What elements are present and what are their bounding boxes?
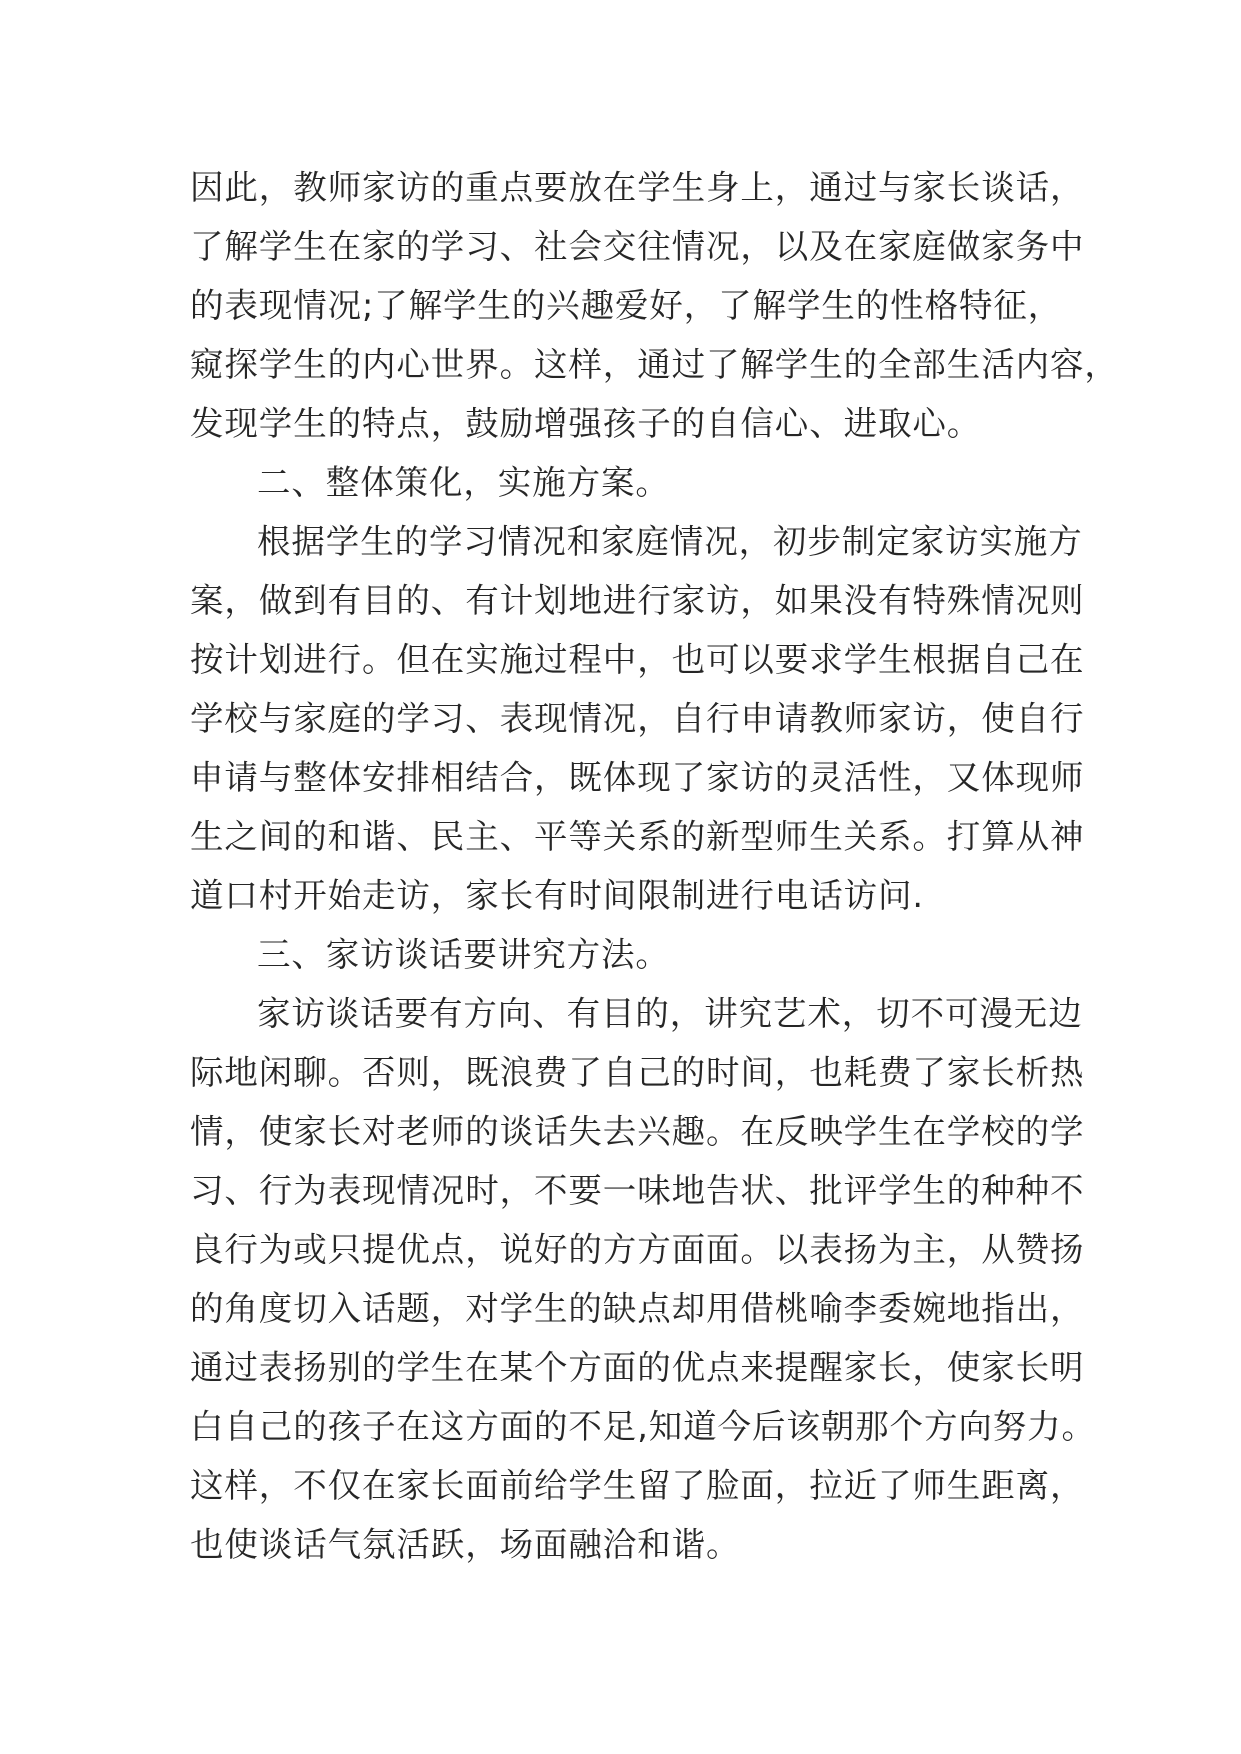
text-line: 申请与整体安排相结合，既体现了家访的灵活性，又体现师 [190, 758, 1085, 797]
text-line: 情，使家长对老师的谈话失去兴趣。在反映学生在学校的学 [190, 1112, 1085, 1151]
text-line: 家访谈话要有方向、有目的，讲究艺术，切不可漫无边 [257, 994, 1083, 1033]
text-line: 案，做到有目的、有计划地进行家访，如果没有特殊情况则 [190, 581, 1085, 620]
text-line: 因此，教师家访的重点要放在学生身上，通过与家长谈话， [190, 168, 1085, 207]
text-line: 道口村开始走访，家长有时间限制进行电话访问. [190, 876, 924, 915]
text-line: 白自己的孩子在这方面的不足,知道今后该朝那个方向努力。 [190, 1407, 1096, 1446]
text-line: 窥探学生的内心世界。这样，通过了解学生的全部生活内容， [190, 345, 1119, 384]
text-line: 了解学生在家的学习、社会交往情况，以及在家庭做家务中 [190, 227, 1085, 266]
text-line: 际地闲聊。否则，既浪费了自己的时间，也耗费了家长析热 [190, 1053, 1085, 1092]
text-line: 生之间的和谐、民主、平等关系的新型师生关系。打算从神 [190, 817, 1085, 856]
text-line: 的角度切入话题，对学生的缺点却用借桃喻李委婉地指出， [190, 1289, 1085, 1328]
text-line: 习、行为表现情况时，不要一味地告状、批评学生的种种不 [190, 1171, 1085, 1210]
text-line: 按计划进行。但在实施过程中，也可以要求学生根据自己在 [190, 640, 1085, 679]
text-line: 也使谈话气氛活跃，场面融洽和谐。 [190, 1525, 741, 1564]
text-line: 的表现情况;了解学生的兴趣爱好，了解学生的性格特征， [190, 286, 1063, 325]
text-line: 根据学生的学习情况和家庭情况，初步制定家访实施方 [257, 522, 1083, 561]
text-line: 通过表扬别的学生在某个方面的优点来提醒家长，使家长明 [190, 1348, 1085, 1387]
section-heading-3: 三、家访谈话要讲究方法。 [257, 935, 670, 974]
text-line: 这样，不仅在家长面前给学生留了脸面，拉近了师生距离， [190, 1466, 1085, 1505]
text-line: 良行为或只提优点，说好的方方面面。以表扬为主，从赞扬 [190, 1230, 1085, 1269]
body-text [190, 158, 1119, 1574]
text-line: 发现学生的特点，鼓励增强孩子的自信心、进取心。 [190, 404, 982, 443]
section-heading-2: 二、整体策化，实施方案。 [257, 463, 670, 502]
text-line: 学校与家庭的学习、表现情况，自行申请教师家访，使自行 [190, 699, 1085, 738]
